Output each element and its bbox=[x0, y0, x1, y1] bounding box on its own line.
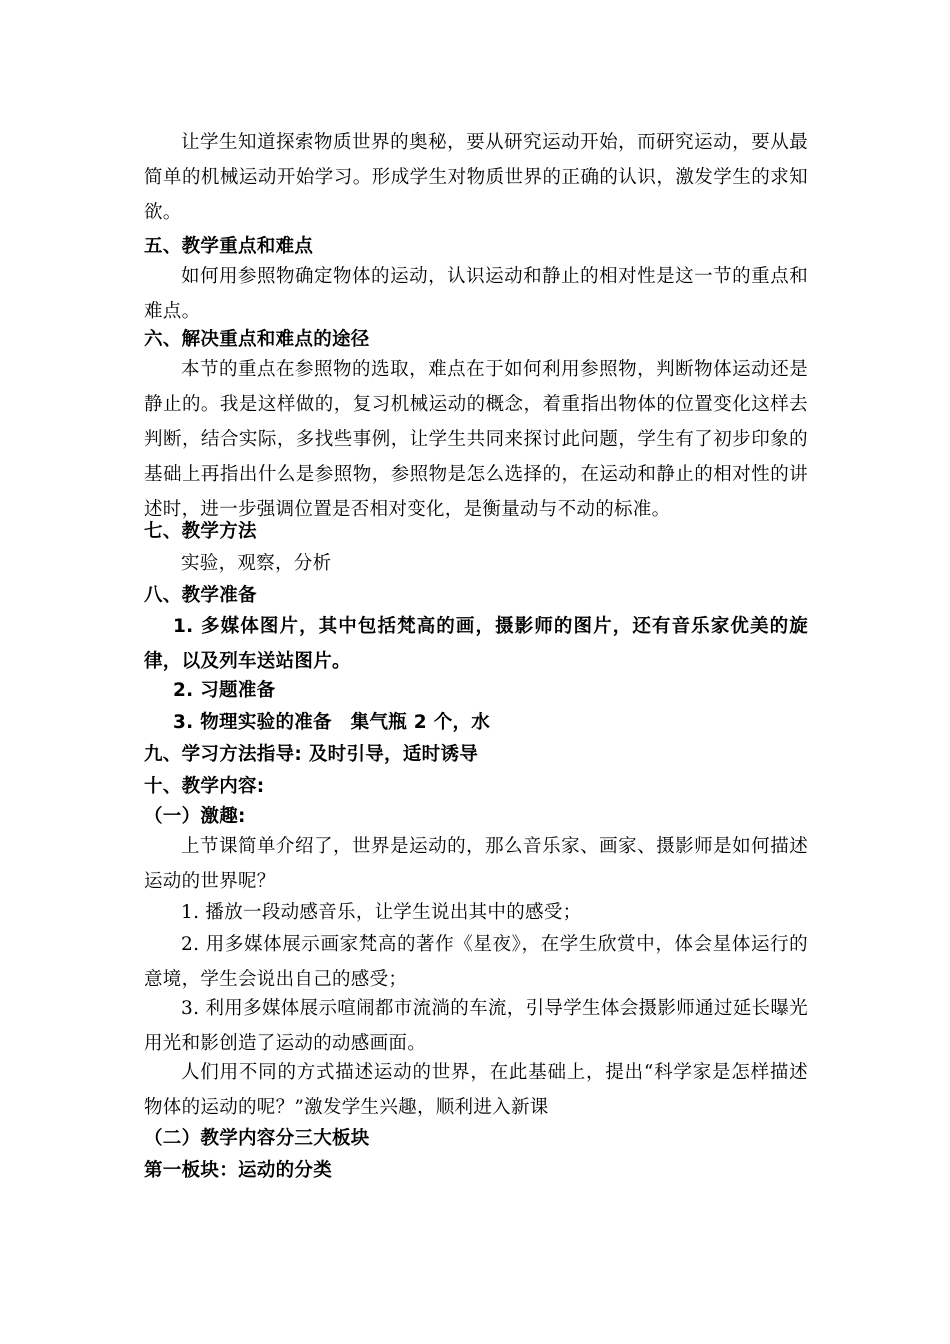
subsection-1-item-3: 3. 利用多媒体展示喧闹都市流淌的车流，引导学生体会摄影师通过延长曝光用光和影创造了运动的动感画面。 bbox=[144, 998, 808, 1054]
section-5-paragraph: 如何用参照物确定物体的运动，认识运动和静止的相对性是这一节的重点和难点。 bbox=[144, 266, 808, 322]
section-6-paragraph: 本节的重点在参照物的选取，难点在于如何利用参照物，判断物体运动还是静止的。我是这样做的，复习机械运动的概念，着重指出物体的位置变化这样去判断，结合实际，多找些事例，让学生共同来探讨此问题，学生有了初步印象的基础上再指出什么是参照物，参照物是怎么选择的，在运动和静止的相对性的讲述时，进一步强调位置是否相对变化，是衡量动与不动的标准。 bbox=[144, 359, 808, 520]
subsection-1-paragraph: 上节课简单介绍了，世界是运动的，那么音乐家、画家、摄影师是如何描述运动的世界呢？ bbox=[144, 836, 808, 892]
prep-item-2: 2. 习题准备 bbox=[173, 680, 276, 701]
prep-item-3: 3. 物理实验的准备 集气瓶 2 个，水 bbox=[173, 712, 491, 733]
block-1-heading: 第一板块：运动的分类 bbox=[144, 1160, 333, 1181]
section-7-paragraph: 实验，观察，分析 bbox=[181, 553, 332, 574]
section-5-heading: 五、教学重点和难点 bbox=[144, 236, 314, 257]
intro-paragraph: 让学生知道探索物质世界的奥秘，要从研究运动开始，而研究运动，要从最简单的机械运动开始学习。形成学生对物质世界的正确的认识，激发学生的求知欲。 bbox=[144, 132, 808, 223]
subsection-1-heading: （一）激趣: bbox=[144, 806, 246, 827]
section-6-heading: 六、解决重点和难点的途径 bbox=[144, 329, 370, 350]
section-10-heading: 十、教学内容: bbox=[144, 776, 265, 797]
prep-item-1: 1. 多媒体图片，其中包括梵高的画，摄影师的图片，还有音乐家优美的旋律，以及列车送站图片。 bbox=[144, 616, 808, 672]
section-7-heading: 七、教学方法 bbox=[144, 521, 257, 542]
subsection-1-item-2: 2. 用多媒体展示画家梵高的著作《星夜》，在学生欣赏中，体会星体运行的意境，学生会说出自己的感受； bbox=[144, 934, 808, 990]
section-8-heading: 八、教学准备 bbox=[144, 585, 257, 606]
subsection-1-item-1: 1. 播放一段动感音乐，让学生说出其中的感受； bbox=[181, 902, 582, 923]
subsection-2-heading: （二）教学内容分三大板块 bbox=[144, 1128, 370, 1149]
subsection-1-conclusion: 人们用不同的方式描述运动的世界，在此基础上，提出“科学家是怎样描述物体的运动的呢？”激发学生兴趣，顺利进入新课 bbox=[144, 1062, 808, 1118]
section-9-heading: 九、学习方法指导: 及时引导，适时诱导 bbox=[144, 744, 479, 765]
